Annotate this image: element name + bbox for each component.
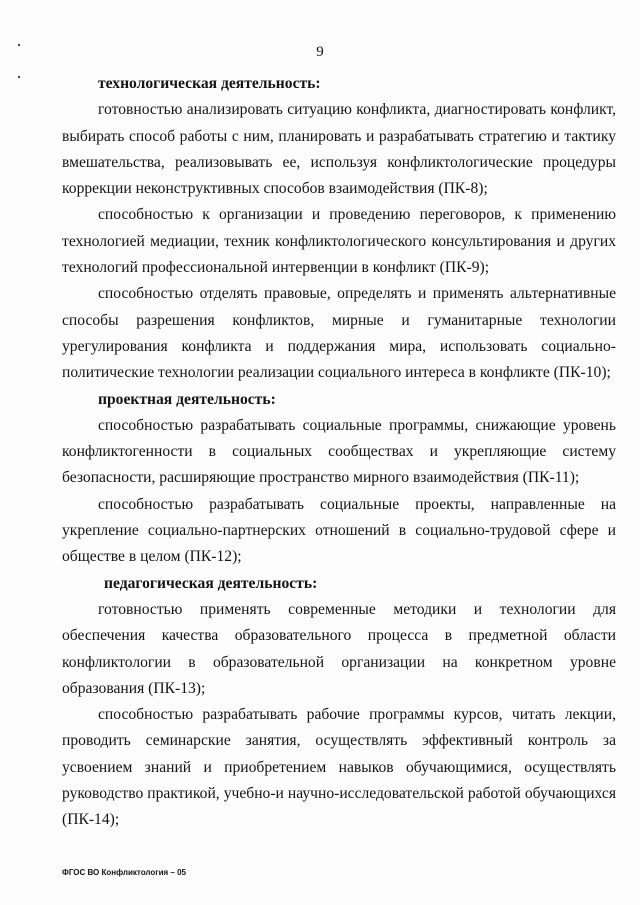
document-footer: ФГОС ВО Конфликтология – 05 — [62, 868, 186, 877]
section-heading-pedagogical: педагогическая деятельность: — [104, 574, 318, 592]
paragraph-pk-12: способностью разрабатывать социальные проекты, направленные на укрепление социально-партнерских отношений в социально-трудовой сфере и обществе в целом (ПК-12); — [62, 495, 616, 566]
paragraph-pk-11: способностью разрабатывать социальные программы, снижающие уровень конфликтогенности в социальных сообществах и укрепляющие систему безопасности, расширяющие пространство мирного взаимодействия (ПК-11); — [62, 416, 616, 487]
paragraph-pk-14: способностью разрабатывать рабочие программы курсов, читать лекции, проводить семинарские занятия, осуществлять эффективный контроль за усвоением знаний и приобретением навыков обучающимися, осуществлять руководство практикой, учебно-и научно-исследовательской работой обучающихся (ПК-14); — [62, 706, 616, 829]
paragraph-pk-13: готовностью применять современные методики и технологии для обеспечения качества образовательного процесса в предметной области конфликтологии в образовательной организации на конкретном уровне образования (ПК-13); — [62, 600, 616, 697]
paragraph-pk-10: способностью отделять правовые, определять и применять альтернативные способы разрешения конфликтов, мирные и гуманитарные технологии урегулирования конфликта и поддержания мира, использовать социально-политические технологии реализации социального интереса в конфликте (ПК-10); — [62, 285, 616, 382]
section-heading-technological: технологическая деятельность: — [98, 75, 321, 92]
document-body — [62, 71, 616, 834]
page-number: 9 — [316, 44, 324, 60]
section-heading-project: проектная деятельность: — [98, 390, 276, 408]
paragraph-pk-8: готовностью анализировать ситуацию конфликта, диагностировать конфликт, выбирать способ работы с ним, планировать и разрабатывать стратегию и тактику вмешательства, реализовывать ее, используя конфликтологические процедуры коррекции неконструктивных способов взаимодействия (ПК-8); — [62, 101, 616, 198]
scan-dot-mark — [18, 76, 20, 78]
paragraph-pk-9: способностью к организации и проведению переговоров, к применению технологией медиации, техник конфликтологического консультирования и других технологий профессиональной интервенции в конфликт (ПК-9); — [62, 206, 616, 277]
